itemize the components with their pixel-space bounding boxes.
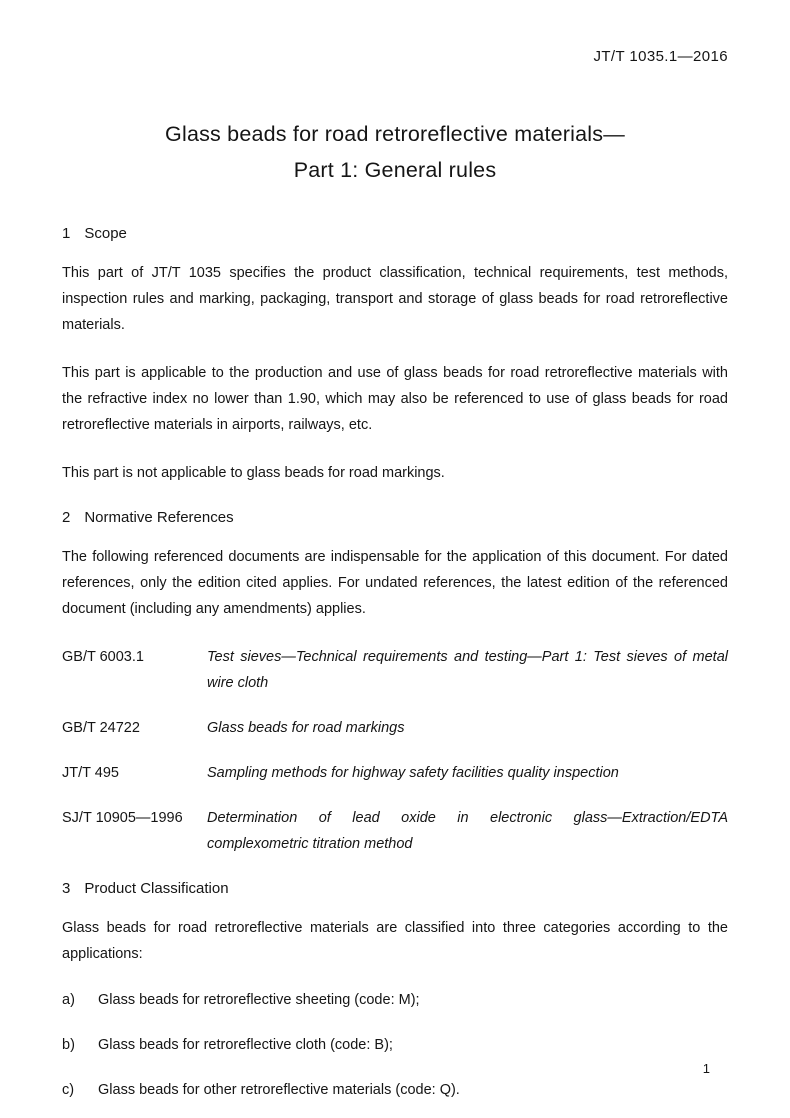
- scope-paragraph-3: This part is not applicable to glass beads for road markings.: [62, 465, 445, 481]
- reference-title: Determination of lead oxide in electronic glass—Extraction/EDTA complexometric titration method: [207, 810, 728, 852]
- section-1-number: 1: [62, 225, 71, 242]
- scope-paragraph-1: This part of JT/T 1035 specifies the product classification, technical requirements, test methods, inspection rules and marking, packaging, transport and storage of glass beads for road retroreflective materials.: [62, 265, 728, 333]
- section-3-heading: [62, 879, 728, 899]
- list-item-marker: b): [62, 1037, 75, 1053]
- document-title: [62, 116, 728, 188]
- reference-code: SJ/T 10905—1996: [62, 810, 183, 826]
- section-1-title: Scope: [84, 225, 127, 242]
- list-item-text: Glass beads for retroreflective sheeting (code: M);: [98, 992, 420, 1008]
- reference-code: GB/T 6003.1: [62, 649, 144, 665]
- reference-row: [62, 715, 728, 741]
- section-3-number: 3: [62, 880, 71, 897]
- reference-row: [62, 644, 728, 696]
- document-title-line1: Glass beads for road retroreflective materials—: [165, 122, 625, 146]
- reference-title: Glass beads for road markings: [207, 720, 405, 736]
- list-item: [62, 1077, 728, 1103]
- section-2-title: Normative References: [84, 509, 234, 526]
- list-item-marker: a): [62, 992, 75, 1008]
- section-2-heading: [62, 508, 728, 528]
- list-item-text: Glass beads for retroreflective cloth (code: B);: [98, 1037, 393, 1053]
- reference-row: [62, 805, 728, 857]
- reference-title: Test sieves—Technical requirements and testing—Part 1: Test sieves of metal wire cloth: [207, 649, 728, 691]
- list-item: [62, 987, 728, 1013]
- section-1-heading: [62, 224, 728, 244]
- reference-code: JT/T 495: [62, 765, 119, 781]
- page-number: 1: [702, 1061, 710, 1076]
- list-item-marker: c): [62, 1082, 75, 1098]
- section-3-title: Product Classification: [84, 880, 229, 897]
- list-item-text: Glass beads for other retroreflective materials (code: Q).: [98, 1082, 460, 1098]
- classification-list: [62, 987, 728, 1103]
- normative-references-intro: The following referenced documents are indispensable for the application of this document. For dated references, only the edition cited applies. For undated references, the latest edition of the referenced document (including any amendments) applies.: [62, 549, 728, 617]
- scope-paragraph-2: This part is applicable to the production and use of glass beads for road retroreflective materials with the refractive index no lower than 1.90, which may also be referenced to use of glass beads for road retroreflective materials in airports, railways, etc.: [62, 365, 728, 433]
- section-2-number: 2: [62, 509, 71, 526]
- reference-row: [62, 760, 728, 786]
- reference-title: Sampling methods for highway safety facilities quality inspection: [207, 765, 619, 781]
- document-title-line2: Part 1: General rules: [293, 158, 497, 182]
- classification-intro: Glass beads for road retroreflective materials are classified into three categories according to the applications:: [62, 920, 728, 962]
- list-item: [62, 1032, 728, 1058]
- standard-number-header: JT/T 1035.1—2016: [593, 48, 728, 65]
- reference-code: GB/T 24722: [62, 720, 140, 736]
